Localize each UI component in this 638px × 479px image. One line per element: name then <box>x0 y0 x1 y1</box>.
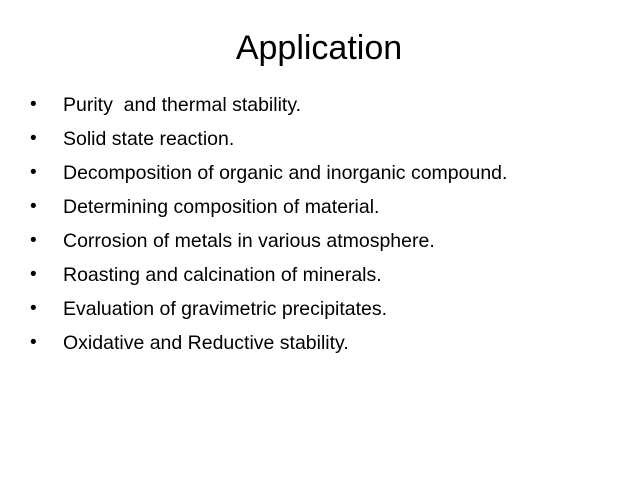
list-item <box>30 88 630 122</box>
bullet-list <box>30 88 630 360</box>
bullet-icon: • <box>30 332 37 353</box>
list-item-text: Oxidative and Reductive stability. <box>63 332 349 354</box>
list-item-text: Roasting and calcination of minerals. <box>63 264 382 286</box>
list-item-text: Determining composition of material. <box>63 196 380 218</box>
bullet-icon: • <box>30 128 37 149</box>
bullet-icon: • <box>30 162 37 183</box>
list-item <box>30 122 630 156</box>
list-item <box>30 156 630 190</box>
bullet-icon: • <box>30 298 37 319</box>
bullet-icon: • <box>30 196 37 217</box>
bullet-icon: • <box>30 230 37 251</box>
list-item-text: Purity and thermal stability. <box>63 94 302 116</box>
list-item <box>30 326 630 360</box>
list-item-text: Corrosion of metals in various atmosphere. <box>63 230 435 252</box>
list-item <box>30 292 630 326</box>
list-item <box>30 190 630 224</box>
list-item <box>30 224 630 258</box>
bullet-icon: • <box>30 264 37 285</box>
list-item-text: Solid state reaction. <box>63 128 235 150</box>
slide-title: Application <box>235 29 403 67</box>
list-item-text: Evaluation of gravimetric precipitates. <box>63 298 388 320</box>
list-item <box>30 258 630 292</box>
bullet-icon: • <box>30 94 37 115</box>
list-item-text: Decomposition of organic and inorganic compound. <box>63 162 508 184</box>
